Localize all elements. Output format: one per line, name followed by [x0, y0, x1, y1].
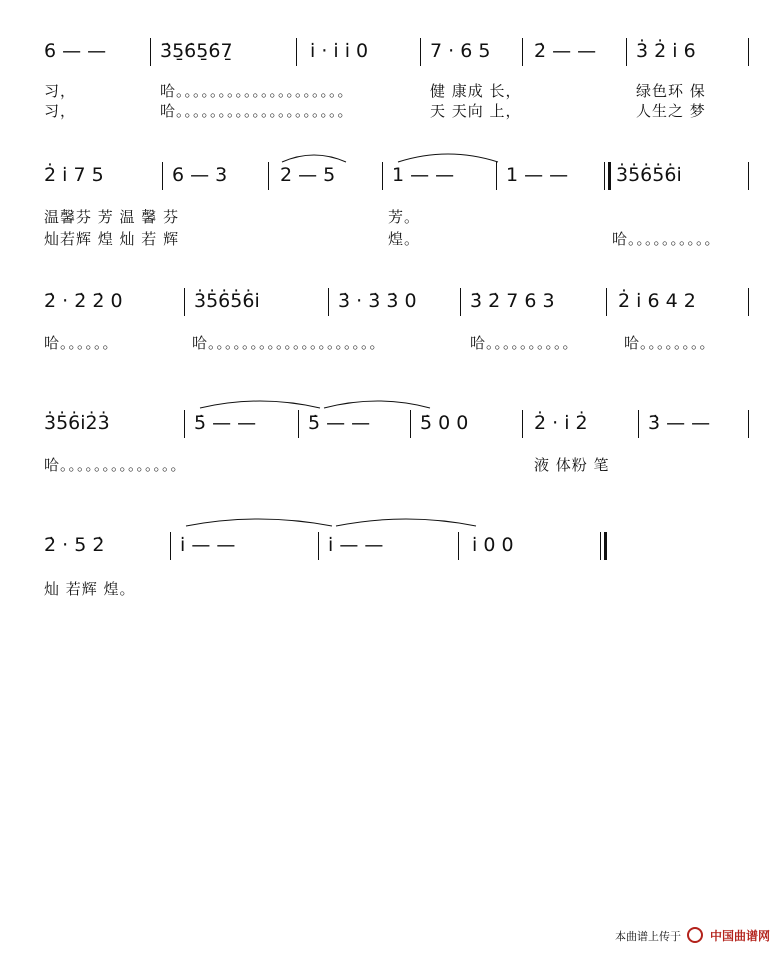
barline	[382, 162, 383, 190]
lyric-r4-a: 哈。。。。。。。。。。。。。。	[44, 456, 187, 474]
notes-r4-s4: 5̇ 0 0	[420, 412, 469, 434]
notes-r1-s5: 2̇ — —	[534, 40, 597, 62]
notes-r2-s5: 1 — —	[506, 164, 569, 186]
barline	[150, 38, 151, 66]
lyric-r1-a2: 习，	[44, 102, 77, 120]
lyric-r2-b1: 芳。	[388, 208, 421, 226]
barline	[606, 288, 607, 316]
barline	[162, 162, 163, 190]
notes-r5-s1: 2̇ · 5 2̇	[44, 534, 105, 556]
lyric-r1-b2: 哈。。。。。。。。。。。。。。。。。。。。	[160, 102, 354, 120]
notes-r3-s4: 3̇ 2̇ 7 6 3	[470, 290, 555, 312]
notes-r3-s3: 3̇ · 3̇ 3̇ 0	[338, 290, 417, 312]
final-bar-thin	[600, 532, 601, 560]
site-logo-icon	[687, 927, 703, 943]
lyric-r3-c: 哈。。。。。。。。。。	[470, 334, 579, 352]
uploaded-label: 本曲谱上传于	[614, 930, 681, 943]
barline	[318, 532, 319, 560]
notes-r4-s6: 3̇ — —	[648, 412, 711, 434]
barline	[458, 532, 459, 560]
barline	[460, 288, 461, 316]
barline	[420, 38, 421, 66]
lyric-r2-b2: 煌。	[388, 230, 421, 248]
barline	[522, 410, 523, 438]
notes-r1-s3: i̇ · i̇ i̇ 0	[310, 40, 369, 62]
notes-r4-s2: 5̇ — —	[194, 412, 257, 434]
lyric-r2-a1: 温馨芬 芳 温 馨 芬	[44, 208, 180, 226]
notes-r1-s2: 3̇5̱6̇5̱6̇7̱	[160, 40, 233, 62]
lyric-r5-a: 灿 若辉 煌。	[44, 580, 136, 598]
notes-r1-s4: 7 · 6 5	[430, 40, 491, 62]
lyric-r1-c2: 天 天向 上，	[430, 102, 522, 120]
barline	[296, 38, 297, 66]
barline	[184, 288, 185, 316]
lyric-r3-b: 哈。。。。。。。。。。。。。。。。。。。。	[192, 334, 386, 352]
repeat-bar-thin	[604, 162, 605, 190]
lyric-r2-a2: 灿若辉 煌 灿 若 辉	[44, 230, 180, 248]
slur	[200, 401, 320, 408]
notes-r2-s2: 6 — 3	[172, 164, 228, 186]
barline	[184, 410, 185, 438]
notes-r1-s6: 3̇ 2̇ i̇ 6	[636, 40, 696, 62]
slur	[186, 519, 332, 526]
notes-r3-s5: 2̇ i̇ 6 4 2	[618, 290, 696, 312]
barline	[638, 410, 639, 438]
notes-r5-s3: i̇ — —	[328, 534, 384, 556]
barline	[748, 288, 749, 316]
notes-r2-s6: 3̇5̇6̇5̇6̇i̇	[616, 164, 682, 186]
notes-r2-s4: 1 — —	[392, 164, 455, 186]
notes-r4-s3: 5̇ — —	[308, 412, 371, 434]
barline	[268, 162, 269, 190]
lyric-r2-c2: 哈。。。。。。。。。。	[612, 230, 721, 248]
notes-r1-s1: 6 — —	[44, 40, 107, 62]
final-bar-thick	[604, 532, 607, 560]
barline	[496, 162, 497, 190]
source-footer	[615, 927, 770, 944]
lyric-r3-d: 哈。。。。。。。。	[624, 334, 716, 352]
notes-r4-s5: 2̇ · i̇ 2̇	[534, 412, 588, 434]
barline	[170, 532, 171, 560]
notes-r2-s3: 2 — 5	[280, 164, 336, 186]
notes-r5-s4: i̇ 0 0	[472, 534, 514, 556]
slur	[324, 401, 430, 408]
lyric-r3-a: 哈。。。。。。	[44, 334, 119, 352]
slur-marks	[0, 512, 784, 530]
notes-r4-s1: 3̇5̇6̇i̇2̇3̇	[44, 412, 110, 434]
lyric-r1-d1: 绿色环 保	[636, 82, 706, 100]
notes-r3-s2: 3̇5̇6̇5̇6̇i̇	[194, 290, 260, 312]
lyric-r1-a1: 习，	[44, 82, 77, 100]
notes-r3-s1: 2̇ · 2̇ 2̇ 0	[44, 290, 123, 312]
barline	[748, 410, 749, 438]
barline	[626, 38, 627, 66]
barline	[522, 38, 523, 66]
barline	[298, 410, 299, 438]
lyric-r1-b1: 哈。。。。。。。。。。。。。。。。。。。。	[160, 82, 354, 100]
lyric-r1-d2: 人生之 梦	[636, 102, 706, 120]
barline	[748, 38, 749, 66]
barline	[748, 162, 749, 190]
lyric-r4-b: 液 体粉 笔	[534, 456, 610, 474]
notes-r2-s1: 2̇ i̇ 7 5	[44, 164, 104, 186]
site-name[interactable]: 中国曲谱网	[709, 929, 770, 943]
notes-r5-s2: i̇ — —	[180, 534, 236, 556]
repeat-bar-thick	[608, 162, 611, 190]
barline	[410, 410, 411, 438]
slur	[336, 519, 476, 526]
barline	[328, 288, 329, 316]
lyric-r1-c1: 健 康成 长，	[430, 82, 522, 100]
